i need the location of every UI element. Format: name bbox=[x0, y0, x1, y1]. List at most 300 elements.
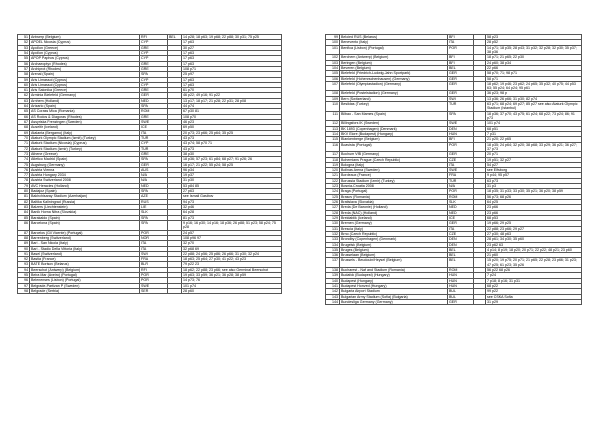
country-code: GRE bbox=[140, 66, 168, 71]
page-references: 17 p63 bbox=[182, 40, 282, 45]
country-code: RUS bbox=[140, 199, 168, 204]
country-code: NED bbox=[448, 205, 474, 210]
club-name: Archiprot (Rhodes) bbox=[30, 66, 140, 71]
row-number: 87 bbox=[18, 230, 30, 235]
club-name: Belenenses (Lisbon) (Portugal) bbox=[30, 278, 140, 283]
index-table-right bbox=[325, 34, 582, 305]
country-code: N/A bbox=[140, 173, 168, 178]
row-number: 76 bbox=[18, 167, 30, 172]
club-name: Boavista (Portugal) bbox=[340, 142, 448, 152]
club-name: Ataturk Stadium (Nicosia) (Cyprus) bbox=[30, 141, 140, 146]
club-name: AS Corass Mica (Romania) bbox=[30, 109, 140, 114]
club-name: Atalanta (Bergamo) (Italy) bbox=[30, 130, 140, 135]
row-number: 131 bbox=[326, 226, 340, 231]
row-number: 70 bbox=[18, 135, 30, 140]
club-name: Ataturk Olympic Stadium (Izmit) (Turkey) bbox=[30, 135, 140, 140]
club-name: Bosnia-Croatia 2008 bbox=[340, 184, 448, 189]
index-row bbox=[326, 102, 582, 112]
page-references: 17 p63 bbox=[182, 50, 282, 55]
row-number: 123 bbox=[326, 184, 340, 189]
page-references: 18 p35; 24 p64; 32 p20; 38 p68; 33 p29; 36 p21; 36 p27; 37 p73 bbox=[486, 142, 582, 152]
page-references: 99 p22 bbox=[486, 289, 582, 294]
page-references: 63 p73 bbox=[486, 178, 582, 183]
row-number: 140 bbox=[326, 278, 340, 283]
row-number: 81 bbox=[18, 194, 30, 199]
club-name: Bohemians Prague (Czech Republic) bbox=[340, 157, 448, 162]
row-number: 73 bbox=[18, 151, 30, 156]
row-number: 80 bbox=[18, 189, 30, 194]
country-code: DEN bbox=[448, 126, 474, 131]
page-references: 13 p17; 18 p17; 21 p28; 22 p31; 28 p08 bbox=[182, 98, 282, 103]
page-references: 4 p14; 8 p19; 18 p20; 20 p71; 22 p22; 48 p21; 23 p60 bbox=[486, 247, 582, 252]
row-number: 51 bbox=[18, 35, 30, 40]
row-number: 118 bbox=[326, 157, 340, 162]
row-number: 92 bbox=[18, 257, 30, 262]
country-code: SLK bbox=[448, 200, 474, 205]
page-references: 16 p17; 21 p22; 55 p24; 58 p25 bbox=[182, 162, 282, 167]
index-table-left-body bbox=[18, 35, 282, 294]
country-code: GRE bbox=[140, 61, 168, 66]
row-number: 141 bbox=[326, 284, 340, 289]
country-code: SPA bbox=[140, 220, 168, 230]
index-row bbox=[326, 111, 582, 121]
club-name: Bochum VfB (Germany) bbox=[340, 152, 448, 157]
club-name: Ataturk Stadium (Izmir) (Turkey) bbox=[30, 146, 140, 151]
page-references: 19 p37 bbox=[182, 173, 282, 178]
club-name: Assyriska Frenzingen (Sweden) bbox=[30, 120, 140, 125]
page-references: 22 p66 bbox=[486, 65, 582, 70]
row-number: 54 bbox=[18, 50, 30, 55]
page-references: 32 p68 69 bbox=[182, 246, 282, 251]
club-name: Antwerp (Belgium) bbox=[30, 35, 140, 40]
club-name: Bratislava (Slovakia) bbox=[340, 200, 448, 205]
page-references: 96 p34 bbox=[182, 167, 282, 172]
club-name: Bundesliga Germany (Germany) bbox=[340, 299, 448, 304]
club-name: Brno (Czech Republic) bbox=[340, 231, 448, 236]
country-code: BLR bbox=[140, 262, 168, 267]
country-code: SPA bbox=[140, 104, 168, 109]
country-code: SWE bbox=[448, 168, 474, 173]
country-code: SPA bbox=[140, 189, 168, 194]
club-name: Austria Switzerland 2008 bbox=[30, 178, 140, 183]
page-references: 54 p27 bbox=[486, 162, 582, 167]
row-number: 103 bbox=[326, 60, 340, 65]
country-code: GER bbox=[448, 81, 474, 91]
row-number: 65 bbox=[18, 109, 30, 114]
row-number: 143 bbox=[326, 294, 340, 299]
club-name: Artzarlo (Spain) bbox=[30, 104, 140, 109]
row-number: 61 bbox=[18, 88, 30, 93]
club-name: Bilbao - San Mames (Spain) bbox=[340, 111, 448, 121]
club-name: Barcelona (Spain) bbox=[30, 220, 140, 230]
club-name: Benevento (Italy) bbox=[340, 40, 448, 45]
league-code bbox=[474, 111, 486, 121]
page-references: 46 p23 bbox=[182, 120, 282, 125]
country-code: CZE bbox=[448, 231, 474, 236]
row-number: 117 bbox=[326, 152, 340, 157]
row-number: 88 bbox=[18, 235, 30, 240]
league-code bbox=[168, 289, 182, 294]
page-references: 108 p71 bbox=[182, 66, 282, 71]
country-code: SWE bbox=[140, 283, 168, 288]
page-references: 31 p29 bbox=[486, 299, 582, 304]
row-number: 89 bbox=[18, 241, 30, 246]
country-code: TUR bbox=[448, 102, 474, 112]
country-code: ICE bbox=[448, 215, 474, 220]
index-row bbox=[326, 45, 582, 55]
country-code: HUN bbox=[448, 278, 474, 283]
club-name: Bielefeld (Postelstadion) (Germany) bbox=[340, 91, 448, 96]
club-name: Austria Vienna bbox=[30, 167, 140, 172]
country-code: ITA bbox=[448, 226, 474, 231]
country-code: POR bbox=[140, 273, 168, 278]
page-references: 43 p73 bbox=[182, 146, 282, 151]
club-name: Budapest (Hungary) bbox=[340, 278, 448, 283]
club-name: Auseltir (Iceland) bbox=[30, 125, 140, 130]
country-code: NED bbox=[140, 98, 168, 103]
club-name: Bulgarian Army Stadium (Sofia) (Bulgaria) bbox=[340, 294, 448, 299]
club-name: Balzers (Liechtenstein) bbox=[30, 205, 140, 210]
club-name: Breda (De Baronie) (Holland) bbox=[340, 205, 448, 210]
row-number: 78 bbox=[18, 178, 30, 183]
page-references: 7 p31 bbox=[486, 131, 582, 136]
club-name: Besiktas (Turkey) bbox=[340, 102, 448, 112]
club-name: Beerschot (Antwerp) (Belgium) bbox=[30, 267, 140, 272]
club-name: Barcelos (Gil Vicente) (Portugal) bbox=[30, 230, 140, 235]
club-name: Brondby (Copenhagen) (Denmark) bbox=[340, 237, 448, 242]
club-name: BK 1893 (Copenhagen) (Denmark) bbox=[340, 126, 448, 131]
page-references: 108 p96 97 bbox=[182, 235, 282, 240]
country-code: CZE bbox=[448, 157, 474, 162]
country-code: FRA bbox=[140, 257, 168, 262]
club-name: Apollon (Greece) bbox=[30, 45, 140, 50]
row-number: 111 bbox=[326, 111, 340, 121]
page-references: 27 p30; 48 p63 bbox=[486, 231, 582, 236]
club-name: Bremen (Germany) bbox=[340, 221, 448, 226]
row-number: 124 bbox=[326, 189, 340, 194]
club-name: Beira Mar (Aveiro) (Portugal) bbox=[30, 273, 140, 278]
club-name: Budafok (Budapest) (Hungary) bbox=[340, 273, 448, 278]
index-row bbox=[18, 220, 282, 230]
country-code: CYP bbox=[140, 50, 168, 55]
row-number: 105 bbox=[326, 71, 340, 76]
club-name: Arminia Bielefeld (Germany) bbox=[30, 93, 140, 98]
page-references: 18 p63; 25 p64; 27 p30; 41 p22; 43 p23 bbox=[182, 257, 282, 262]
row-number: 91 bbox=[18, 251, 30, 256]
page-references: 7 p18; 8 p16; 31 p31 bbox=[486, 278, 582, 283]
country-code: CYP bbox=[140, 141, 168, 146]
page-references: 19 p66; 29 p25 bbox=[486, 221, 582, 226]
club-name: Bakhchisaray Stadium (Azerbaijan) bbox=[30, 194, 140, 199]
country-code: BEL bbox=[448, 65, 474, 70]
club-name: Bologna (Italy) bbox=[340, 162, 448, 167]
index-row bbox=[326, 189, 582, 194]
club-name: Bielefeld (Hohenrschenhausen) (Germany) bbox=[340, 76, 448, 81]
row-number: 99 bbox=[326, 35, 340, 40]
country-code: BEL bbox=[448, 247, 474, 252]
row-number: 63 bbox=[18, 98, 30, 103]
club-name: Braga (Portugal) bbox=[340, 189, 448, 194]
page-references: 31 p30 bbox=[182, 178, 282, 183]
page-references: 28 p52 bbox=[486, 40, 582, 45]
country-code: CYP bbox=[140, 40, 168, 45]
country-code: GRE bbox=[140, 151, 168, 156]
row-number: 55 bbox=[18, 56, 30, 61]
club-name: Barakaldo (Spain) bbox=[30, 215, 140, 220]
row-number: 110 bbox=[326, 102, 340, 112]
page-references: 32 p70 bbox=[182, 241, 282, 246]
club-name: Bulgaria Airport Stadium bbox=[340, 289, 448, 294]
row-number: 109 bbox=[326, 96, 340, 101]
country-code: CYP bbox=[140, 56, 168, 61]
country-code: ROM bbox=[448, 194, 474, 199]
row-number: 125 bbox=[326, 194, 340, 199]
row-number: 58 bbox=[18, 72, 30, 77]
row-number: 77 bbox=[18, 173, 30, 178]
row-number: 114 bbox=[326, 131, 340, 136]
row-number: 115 bbox=[326, 137, 340, 142]
row-number: 138 bbox=[326, 268, 340, 273]
page-references: 13 p36; 26 p66; 31 p30; 82 p74 bbox=[486, 96, 582, 101]
row-number: 101 bbox=[326, 45, 340, 55]
page-references: 9 p44; 95 p57 bbox=[486, 173, 582, 178]
row-number: 133 bbox=[326, 237, 340, 242]
country-code: BEL bbox=[448, 258, 474, 268]
club-name: Badajoz (Spain) bbox=[30, 189, 140, 194]
page-references: 94 p73 bbox=[182, 199, 282, 204]
country-code: SWI bbox=[448, 96, 474, 101]
row-number: 90 bbox=[18, 246, 30, 251]
page-references: 20 p71 bbox=[486, 152, 582, 157]
page-references: 18 p35; 31 p33; 33 p30; 35 p21; 36 p20; 38 p59 bbox=[486, 189, 582, 194]
club-name: Apollon (Cyprus) bbox=[30, 50, 140, 55]
country-code: GER bbox=[448, 152, 474, 157]
club-name: Bucharest - Naf and Stadium (Romania) bbox=[340, 268, 448, 273]
country-code: TUR bbox=[140, 146, 168, 151]
page-references: 15 p20; 19 p75; 20 p71; 21 p65; 22 p28; 23 p66; 31 p23; 47 p25; 61 p23; 35 p26 bbox=[486, 258, 582, 268]
country-code: BFI bbox=[448, 55, 474, 60]
country-code: TUR bbox=[448, 178, 474, 183]
page-references: 63 p71; 68 p24; 69 p27; 85 p27 see also Ataturk Olympic Stadium (Istanbul) bbox=[486, 102, 582, 112]
page-references: 25 p97 bbox=[182, 72, 282, 77]
club-name: APOEL Nicosia (Cyprus) bbox=[30, 40, 140, 45]
row-number: 126 bbox=[326, 200, 340, 205]
page-references: 22 p88; 24 p56; 25 p86; 26 p66; 31 p30; 32 p24 bbox=[182, 251, 282, 256]
country-code: HUN bbox=[448, 131, 474, 136]
row-number: 129 bbox=[326, 215, 340, 220]
page-references: 68 p53 bbox=[486, 215, 582, 220]
country-code: BUL bbox=[448, 289, 474, 294]
page-references: see CSKA Sofia bbox=[486, 294, 582, 299]
country-code: ROM bbox=[140, 109, 168, 114]
row-number: 142 bbox=[326, 289, 340, 294]
row-number: 102 bbox=[326, 55, 340, 60]
page-references: 101 p74 bbox=[182, 283, 282, 288]
page-references: 14 p73; 76 bbox=[182, 278, 282, 283]
league-code bbox=[474, 81, 486, 91]
row-number: 100 bbox=[326, 40, 340, 45]
page-references: 56 p22 68 p26 bbox=[486, 268, 582, 273]
club-name: Bollnas Arena (Sweden) bbox=[340, 168, 448, 173]
club-name: Billingsfors IK (Sweden) bbox=[340, 121, 448, 126]
club-name: Aris Limassol (Cyprus) bbox=[30, 82, 140, 87]
page-references: 21 p60 bbox=[486, 253, 582, 258]
club-name: Belgrade (Serbia) bbox=[30, 289, 140, 294]
row-number: 84 bbox=[18, 210, 30, 215]
page-references: 24 p60; 38 p34 bbox=[486, 60, 582, 65]
country-code: POR bbox=[448, 142, 474, 152]
page-references: 19 p51; 32 p27 bbox=[486, 157, 582, 162]
row-number: 121 bbox=[326, 173, 340, 178]
row-number: 94 bbox=[18, 267, 30, 272]
club-name: Bari - Stadio Della Vittoria (Italy) bbox=[30, 246, 140, 251]
row-number: 95 bbox=[18, 273, 30, 278]
club-name: AS Rodos & Diagoras (Rhodes) bbox=[30, 114, 140, 119]
league-code bbox=[168, 220, 182, 230]
league-code bbox=[474, 102, 486, 112]
country-code: SER bbox=[140, 289, 168, 294]
page-references: 79 p22 23 bbox=[182, 262, 282, 267]
country-code: ROM bbox=[448, 268, 474, 273]
page-references: 20 p73; 23 p66; 25 p64; 35 p25 bbox=[182, 130, 282, 135]
country-code: BEL bbox=[448, 253, 474, 258]
country-code: AZE bbox=[140, 194, 168, 199]
page-references: 30 p27 bbox=[182, 45, 282, 50]
country-code: GER bbox=[140, 162, 168, 167]
country-code: GER bbox=[140, 93, 168, 98]
country-code: POR bbox=[448, 189, 474, 194]
row-number: 86 bbox=[18, 220, 30, 230]
league-code bbox=[474, 142, 486, 152]
page-references: 53 p84 85 bbox=[182, 183, 282, 188]
row-number: 108 bbox=[326, 91, 340, 96]
country-code: POR bbox=[448, 45, 474, 55]
league-code bbox=[474, 45, 486, 55]
index-row bbox=[326, 142, 582, 152]
page-references: 68 p22 bbox=[486, 284, 582, 289]
page-references: see Elfsborg bbox=[486, 168, 582, 173]
index-row bbox=[326, 81, 582, 91]
country-code: GRE bbox=[140, 114, 168, 119]
country-code: GRE bbox=[140, 88, 168, 93]
row-number: 116 bbox=[326, 142, 340, 152]
row-number: 127 bbox=[326, 205, 340, 210]
row-number: 64 bbox=[18, 104, 30, 109]
club-name: Brescia (Italy) bbox=[340, 226, 448, 231]
country-code: GER bbox=[448, 91, 474, 96]
page-references: 61 p70 bbox=[182, 88, 282, 93]
club-name: BATE Borisov (Belarus) bbox=[30, 262, 140, 267]
country-code: ITA bbox=[448, 162, 474, 167]
page-references: 14 p71; 18 p35; 28 p43; 31 p32; 32 p28; 32 p30; 35 p37; 38 p36 bbox=[486, 45, 582, 55]
row-number: 120 bbox=[326, 168, 340, 173]
page-references: 58 p23 bbox=[486, 35, 582, 40]
country-code: SPA bbox=[140, 157, 168, 162]
page-references: 44 p74 bbox=[182, 104, 282, 109]
page-references: 9 p16; 16 p30; 14 p16; 18 p36; 26 p88; 51 p23; 58 p24; 75 p28 bbox=[182, 220, 282, 230]
club-name: Breidablik (Iceland) bbox=[340, 215, 448, 220]
club-name: Atletico Madrid (Spain) bbox=[30, 157, 140, 162]
country-code: SWI bbox=[140, 251, 168, 256]
club-name: Barrenberg (Switzerland) bbox=[30, 235, 140, 240]
index-row bbox=[326, 299, 582, 304]
page-references: 108 p70 bbox=[182, 114, 282, 119]
country-code: SPA bbox=[140, 215, 168, 220]
country-code: LIE bbox=[140, 205, 168, 210]
club-name: BKV Elore (Budapest) (Hungary) bbox=[340, 131, 448, 136]
country-code: BUL bbox=[448, 294, 474, 299]
page-references: 46 p22; 49 p16; 91 p22 bbox=[182, 93, 282, 98]
country-code: DEN bbox=[448, 242, 474, 247]
country-code: RFI bbox=[140, 35, 168, 40]
country-code: SWE bbox=[448, 121, 474, 126]
row-number: 106 bbox=[326, 76, 340, 81]
page-references: 17 p63 bbox=[182, 82, 282, 87]
club-name: APOP Paphos (Cyprus) bbox=[30, 56, 140, 61]
row-number: 135 bbox=[326, 247, 340, 252]
row-number: 60 bbox=[18, 82, 30, 87]
club-name: Brugelsk (Belgium) bbox=[340, 242, 448, 247]
club-name: Austria Hungary 2034 bbox=[30, 173, 140, 178]
club-name: Borussia Stadium (Izmir) (Turkey) bbox=[340, 178, 448, 183]
club-name: Berchem (Antwerp) (Belgium) bbox=[340, 55, 448, 60]
page-references: 64 p25 bbox=[486, 200, 582, 205]
page-references: 17 p63 bbox=[182, 61, 282, 66]
club-name: Basel (Switzerland) bbox=[30, 251, 140, 256]
club-name: Bastia (France) bbox=[30, 257, 140, 262]
country-code: ICE bbox=[140, 125, 168, 130]
country-code: GRE bbox=[140, 45, 168, 50]
page-references: 24 p57 bbox=[182, 230, 282, 235]
row-number: 57 bbox=[18, 66, 30, 71]
page-references: 18 p36; 57 p23; 61 p84; 68 p27; 91 p26; 26 bbox=[182, 157, 282, 162]
club-name: Bari - San Nicola (Italy) bbox=[30, 241, 140, 246]
row-number: 132 bbox=[326, 231, 340, 236]
row-number: 52 bbox=[18, 40, 30, 45]
row-number: 98 bbox=[18, 289, 30, 294]
club-name: Brasov (Romania) bbox=[340, 194, 448, 199]
row-number: 137 bbox=[326, 258, 340, 268]
club-name: Arnhem (Holland) bbox=[30, 98, 140, 103]
row-number: 119 bbox=[326, 162, 340, 167]
page-references: 18 p71; 21 p65; 22 p30 bbox=[486, 55, 582, 60]
index-table-left bbox=[17, 34, 282, 294]
country-code: HUN bbox=[448, 284, 474, 289]
country-code: ITA bbox=[140, 241, 168, 246]
country-code: NOR bbox=[140, 235, 168, 240]
row-number: 74 bbox=[18, 157, 30, 162]
country-code: N/A bbox=[448, 184, 474, 189]
page-references: 32 p46 bbox=[182, 205, 282, 210]
club-name: Breda (NAC) (Holland) bbox=[340, 210, 448, 215]
page-references: 43 p73 bbox=[182, 135, 282, 140]
country-code: GER bbox=[448, 221, 474, 226]
country-code: FRA bbox=[448, 173, 474, 178]
index-row bbox=[326, 258, 582, 268]
page-references: 18 p36; 37 p70; 43 p75; 61 p24; 68 p22; 73 p24; 86; 91 p73 bbox=[486, 111, 582, 121]
country-code: CYP bbox=[140, 82, 168, 87]
club-name: Bordeaux (France) bbox=[340, 173, 448, 178]
row-number: 112 bbox=[326, 121, 340, 126]
row-number: 62 bbox=[18, 93, 30, 98]
row-number: 97 bbox=[18, 283, 30, 288]
club-name: AVC Heracles (Holland) bbox=[30, 183, 140, 188]
country-code: SLK bbox=[140, 210, 168, 215]
country-code: DEN bbox=[448, 237, 474, 242]
page-references: 14 p28; 18 p63; 19 p68; 22 p88; 30 p31; 75 p25 bbox=[182, 35, 282, 40]
page-references: 23 p62 63 bbox=[486, 242, 582, 247]
club-name: Budapest Honved (Hungary) bbox=[340, 284, 448, 289]
